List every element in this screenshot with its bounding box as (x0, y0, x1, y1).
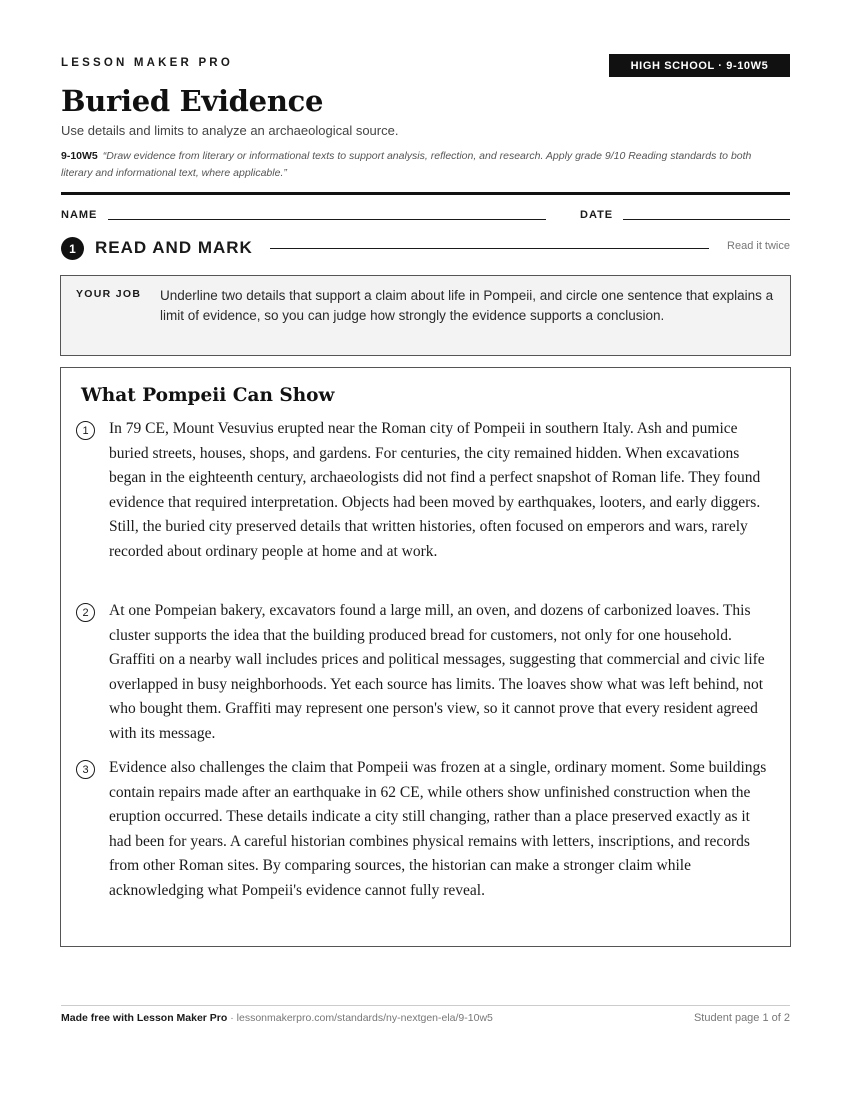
job-text: Underline two details that support a claim about life in Pompeii, and circle one sentence that explains a limit of evidence, so you can judge how strongly the evidence supports a conclusion. (160, 288, 774, 323)
date-label: DATE (580, 209, 614, 221)
section-note: Read it twice (727, 240, 790, 252)
section-header (61, 237, 790, 259)
footer-divider (61, 1005, 790, 1006)
paragraph: Evidence also challenges the claim that Pompeii was frozen at a single, ordinary moment. Some buildings contain repairs made after an earthquake in 62 CE, while others show unfinished construction when the eruption occurred. These details indicate a city still changing, rather than a place preserved exactly as it had been for years. A careful historian combines physical remains with letters, inscriptions, and records from other Roman sites. By comparing sources, the historian can make a stronger claim while acknowledging what Pompeii's evidence cannot fully reveal. (109, 759, 767, 899)
name-field[interactable] (108, 219, 546, 220)
level-badge: HIGH SCHOOL · 9-10W5 (609, 54, 790, 77)
paragraph-number: 1 (76, 421, 95, 440)
paragraph: In 79 CE, Mount Vesuvius erupted near the Roman city of Pompeii in southern Italy. Ash and pumice buried streets, houses, shops, and gardens. For centuries, the city remained hidden. When excavations began in the eighteenth century, archaeologists did not find a perfect snapshot of Roman life. They found evidence that required interpretation. Objects had been moved by earthquakes, looters, and early diggers. Still, the buried city preserved details that written histories, often focused on emperors and wars, rarely recorded about ordinary people at home and at work. (109, 420, 761, 560)
brand-name: LESSON MAKER PRO (61, 57, 233, 69)
header-divider (61, 192, 790, 195)
paragraph-number: 2 (76, 603, 95, 622)
page-subtitle: Use details and limits to analyze an archaeological source. (61, 123, 399, 138)
passage-title: What Pompeii Can Show (81, 385, 335, 406)
page-indicator: Student page 1 of 2 (693, 1012, 790, 1024)
footer-url[interactable]: lessonmakerpro.com/standards/ny-nextgen-ela/9-10w5 (236, 1012, 493, 1024)
section-rule (270, 248, 709, 249)
standard-description (61, 148, 781, 182)
paragraph: At one Pompeian bakery, excavators found a large mill, an oven, and dozens of carbonized loaves. This cluster supports the idea that the building produced bread for customers, not only for one household. Graffiti on a nearby wall includes prices and political messages, suggesting that commercial and civic life overlapped in busy neighborhoods. Yet each source has limits. The loaves show what was left behind, not who bought them. Graffiti may represent one person's view, so it cannot prove that every resident agreed with its message. (109, 602, 765, 742)
footer-credit (61, 1012, 493, 1024)
page-title: Buried Evidence (61, 84, 324, 118)
job-instructions-box (60, 275, 791, 356)
reading-passage (60, 367, 791, 947)
job-label: YOUR JOB (76, 288, 142, 300)
standard-text: “Draw evidence from literary or informational texts to support analysis, reflection, and research. Apply grade 9/10 Reading standards to both literary and informational text, where applicable.” (61, 150, 752, 179)
date-field[interactable] (623, 219, 790, 220)
section-number: 1 (61, 237, 84, 260)
paragraph-number: 3 (76, 760, 95, 779)
footer-separator: · (227, 1012, 237, 1024)
section-title: READ AND MARK (95, 238, 253, 257)
name-label: NAME (61, 209, 98, 221)
footer-made-with: Made free with Lesson Maker Pro (61, 1012, 228, 1024)
standard-code: 9-10W5 (61, 150, 98, 162)
